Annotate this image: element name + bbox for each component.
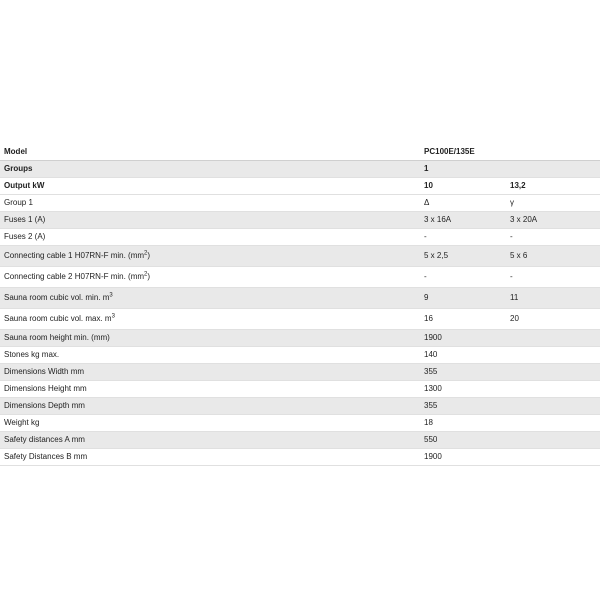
row-value-2 [506, 449, 600, 466]
row-value-2: 3 x 20A [506, 212, 600, 229]
row-label: Dimensions Height mm [0, 381, 420, 398]
row-label [0, 288, 420, 309]
row-label: Output kW [0, 178, 420, 195]
row-label: Stones kg max. [0, 347, 420, 364]
header-model-value: PC100E/135E [420, 144, 600, 161]
row-label: Weight kg [0, 415, 420, 432]
row-label: Groups [0, 161, 420, 178]
row-value-2 [506, 432, 600, 449]
row-label-text: Connecting cable 2 H07RN-F min. (mm [4, 272, 145, 281]
table-row-safety-a [0, 432, 600, 449]
row-label: Fuses 2 (A) [0, 229, 420, 246]
row-value-2: 13,2 [506, 178, 600, 195]
row-value-1: Δ [420, 195, 506, 212]
row-value-2: γ [506, 195, 600, 212]
table-row-groups [0, 161, 600, 178]
row-value-1: 1300 [420, 381, 506, 398]
row-value-1: 10 [420, 178, 506, 195]
row-value-2: 11 [506, 288, 600, 309]
row-value-2 [506, 330, 600, 347]
row-label-superscript: 2 [144, 271, 148, 278]
row-value-1: 18 [420, 415, 506, 432]
row-value-1: 1900 [420, 449, 506, 466]
row-label-suffix: ) [147, 251, 151, 260]
row-value-1: 355 [420, 398, 506, 415]
row-value-1: - [420, 229, 506, 246]
row-value-2: - [506, 229, 600, 246]
row-value-2: - [506, 267, 600, 288]
row-value-2 [506, 347, 600, 364]
row-label-superscript: 3 [111, 313, 115, 320]
row-label: Dimensions Width mm [0, 364, 420, 381]
table-row-vol-min [0, 288, 600, 309]
table-row-group1 [0, 195, 600, 212]
table-row-stones [0, 347, 600, 364]
row-value-2 [506, 381, 600, 398]
table-header-row [0, 144, 600, 161]
row-value-1: 5 x 2,5 [420, 246, 506, 267]
table-row-cable1 [0, 246, 600, 267]
row-value-2 [506, 398, 600, 415]
table-row-height [0, 381, 600, 398]
row-label-superscript: 3 [109, 292, 113, 299]
table-row-safety-b [0, 449, 600, 466]
header-label: Model [0, 144, 420, 161]
row-label: Fuses 1 (A) [0, 212, 420, 229]
row-label [0, 246, 420, 267]
row-value-2: 5 x 6 [506, 246, 600, 267]
table-row-cable2 [0, 267, 600, 288]
table-row-height-min [0, 330, 600, 347]
row-label-suffix: ) [147, 272, 151, 281]
table-row-vol-max [0, 309, 600, 330]
table-row-width [0, 364, 600, 381]
row-label: Dimensions Depth mm [0, 398, 420, 415]
spec-table [0, 144, 600, 466]
row-value-1: 16 [420, 309, 506, 330]
row-value-1: 355 [420, 364, 506, 381]
row-value-2 [506, 364, 600, 381]
row-label [0, 267, 420, 288]
row-label: Group 1 [0, 195, 420, 212]
row-value-2 [506, 415, 600, 432]
table-row-weight [0, 415, 600, 432]
row-label: Safety Distances B mm [0, 449, 420, 466]
row-value-1: 9 [420, 288, 506, 309]
row-value-1: 1 [420, 161, 506, 178]
row-label-text: Connecting cable 1 H07RN-F min. (mm [4, 251, 145, 260]
row-value-2: 20 [506, 309, 600, 330]
row-label [0, 309, 420, 330]
row-value-1: - [420, 267, 506, 288]
row-value-1: 1900 [420, 330, 506, 347]
table-row-fuses1 [0, 212, 600, 229]
row-value-1: 140 [420, 347, 506, 364]
row-label-superscript: 2 [144, 250, 148, 257]
row-label-text: Sauna room cubic vol. max. m [4, 314, 112, 323]
row-label: Safety distances A mm [0, 432, 420, 449]
table-row-depth [0, 398, 600, 415]
row-label-text: Sauna room cubic vol. min. m [4, 293, 110, 302]
table-row-fuses2 [0, 229, 600, 246]
row-value-1: 3 x 16A [420, 212, 506, 229]
row-value-2 [506, 161, 600, 178]
row-label: Sauna room height min. (mm) [0, 330, 420, 347]
table-row-output [0, 178, 600, 195]
row-value-1: 550 [420, 432, 506, 449]
